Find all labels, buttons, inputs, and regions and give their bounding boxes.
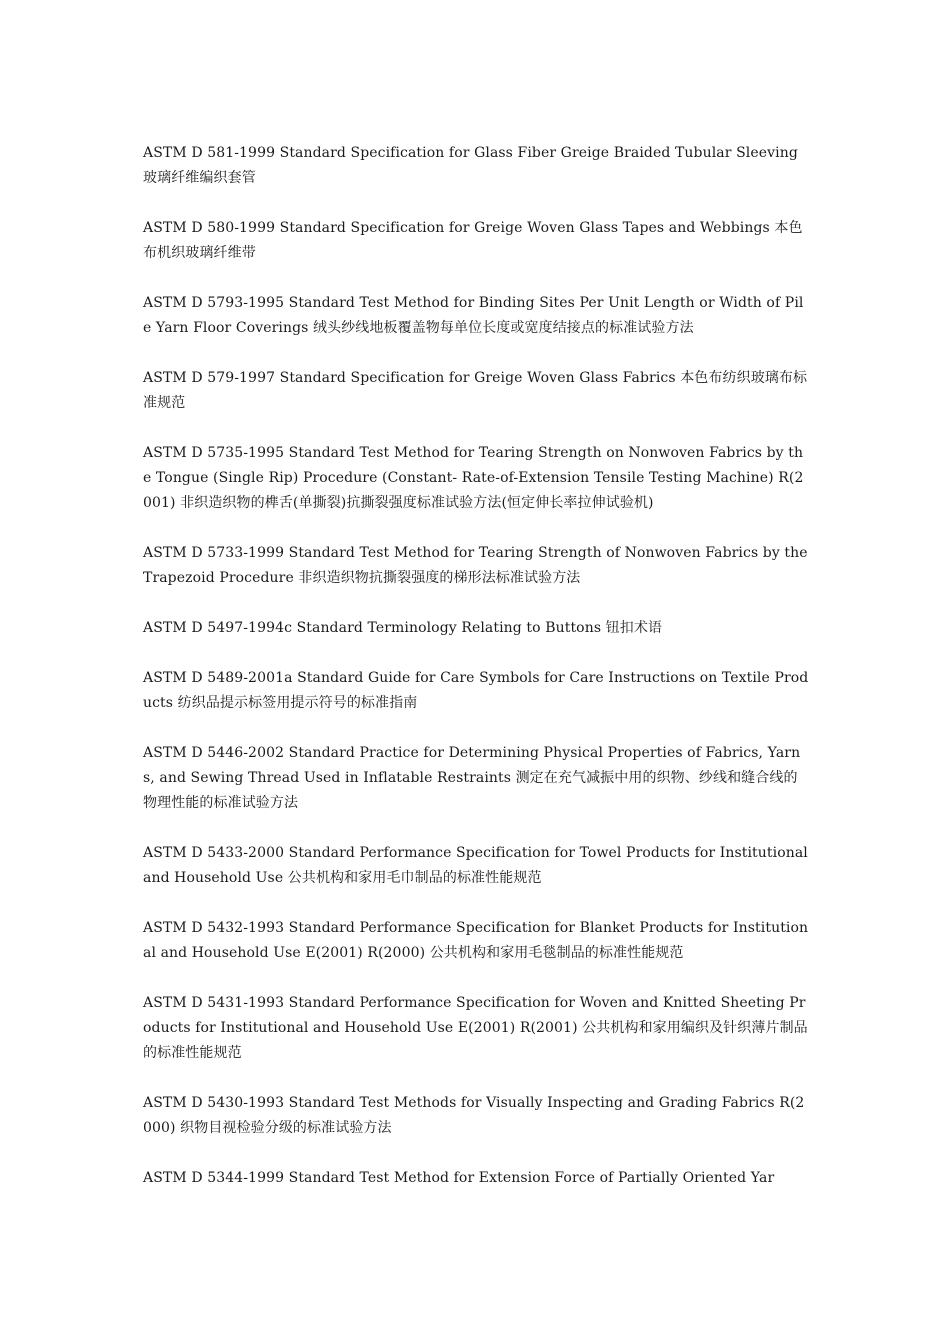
standard-entry-14: ASTM D 5344-1999 Standard Test Method for Extension Force of Partially Oriented Yar (143, 1170, 775, 1186)
standard-entry-5: ASTM D 5735-1995 Standard Test Method for Tearing Strength on Nonwoven Fabrics by the Tongue (Single Rip) Procedure (Constant- Rate-of-Extension Tensile Testing Machine) R(2001) 非织造织物的榫舌(单撕裂)抗撕裂强度标准试验方法(恒定伸长率拉伸试验机) (143, 445, 804, 511)
standard-entry-10: ASTM D 5433-2000 Standard Performance Specification for Towel Products for Institutional and Household Use 公共机构和家用毛巾制品的标准性能规范 (143, 845, 808, 886)
standard-entry-4: ASTM D 579-1997 Standard Specification for Greige Woven Glass Fabrics 本色布纺织玻璃布标准规范 (143, 370, 808, 411)
standard-entry-11: ASTM D 5432-1993 Standard Performance Specification for Blanket Products for Institutional and Household Use E(2001) R(2000) 公共机构和家用毛毯制品的标准性能规范 (143, 920, 809, 961)
standard-entry-3: ASTM D 5793-1995 Standard Test Method for Binding Sites Per Unit Length or Width of Pile Yarn Floor Coverings 绒头纱线地板覆盖物每单位长度或宽度结接点的标准试验方法 (143, 295, 804, 336)
standard-entry-6: ASTM D 5733-1999 Standard Test Method for Tearing Strength of Nonwoven Fabrics by the Trapezoid Procedure 非织造织物抗撕裂强度的梯形法标准试验方法 (143, 545, 808, 586)
standard-entry-7: ASTM D 5497-1994c Standard Terminology Relating to Buttons 钮扣术语 (143, 620, 663, 636)
standard-entry-1: ASTM D 581-1999 Standard Specification for Glass Fiber Greige Braided Tubular Sleeving 玻璃纤维编织套管 (143, 145, 798, 186)
standard-entry-13: ASTM D 5430-1993 Standard Test Methods for Visually Inspecting and Grading Fabrics R(2000) 织物目视检验分级的标准试验方法 (143, 1095, 805, 1136)
document-body (143, 141, 809, 1216)
standard-entry-8: ASTM D 5489-2001a Standard Guide for Care Symbols for Care Instructions on Textile Products 纺织品提示标签用提示符号的标准指南 (143, 670, 809, 711)
standard-entry-2: ASTM D 580-1999 Standard Specification for Greige Woven Glass Tapes and Webbings 本色布机织玻璃纤维带 (143, 220, 803, 261)
standard-entry-12: ASTM D 5431-1993 Standard Performance Specification for Woven and Knitted Sheeting Products for Institutional and Household Use E(2001) R(2001) 公共机构和家用编织及针织薄片制品的标准性能规范 (143, 995, 808, 1061)
standard-entry-9: ASTM D 5446-2002 Standard Practice for Determining Physical Properties of Fabrics, Yarns, and Sewing Thread Used in Inflatable Restraints 测定在充气减振中用的织物、纱线和缝合线的物理性能的标准试验方法 (143, 745, 801, 811)
